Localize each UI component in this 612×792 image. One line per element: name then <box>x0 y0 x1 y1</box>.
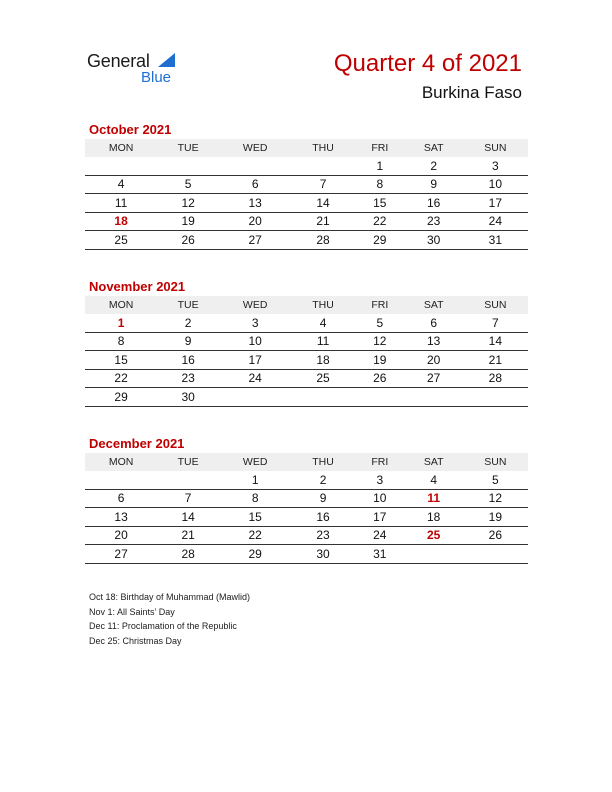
month-calendar-table <box>85 296 528 407</box>
week-row <box>85 231 528 250</box>
weekday-header: MON <box>85 453 157 471</box>
day-cell: 22 <box>85 369 157 388</box>
empty-day-cell <box>219 388 291 407</box>
day-cell: 14 <box>463 332 528 351</box>
day-cell: 1 <box>219 471 291 489</box>
holiday-note: Nov 1: All Saints’ Day <box>89 606 175 617</box>
weekday-header: THU <box>291 453 355 471</box>
weekday-header: TUE <box>157 139 219 157</box>
weekday-header: SUN <box>463 139 528 157</box>
day-cell: 28 <box>157 545 219 564</box>
day-cell: 24 <box>219 369 291 388</box>
logo-blue-text: Blue <box>141 69 172 86</box>
holiday-day-cell: 18 <box>85 212 157 231</box>
week-row <box>85 194 528 213</box>
day-cell: 26 <box>157 231 219 250</box>
week-row <box>85 332 528 351</box>
empty-day-cell <box>85 471 157 489</box>
day-cell: 8 <box>355 175 405 194</box>
day-cell: 19 <box>157 212 219 231</box>
day-cell: 29 <box>355 231 405 250</box>
week-row <box>85 508 528 527</box>
holiday-note: Dec 11: Proclamation of the Republic <box>89 621 237 631</box>
month-october <box>85 121 528 250</box>
day-cell: 19 <box>355 351 405 370</box>
day-cell: 31 <box>355 545 405 564</box>
day-cell: 10 <box>463 175 528 194</box>
day-cell: 16 <box>291 508 355 527</box>
month-title: November 2021 <box>89 279 186 294</box>
day-cell: 5 <box>157 175 219 194</box>
day-cell: 16 <box>405 194 463 213</box>
day-cell: 30 <box>291 545 355 564</box>
holiday-day-cell: 1 <box>85 314 157 332</box>
day-cell: 6 <box>405 314 463 332</box>
weekday-header: FRI <box>355 139 405 157</box>
day-cell: 4 <box>291 314 355 332</box>
day-cell: 8 <box>85 332 157 351</box>
week-row <box>85 212 528 231</box>
day-cell: 12 <box>463 489 528 508</box>
day-cell: 17 <box>355 508 405 527</box>
month-calendar-table <box>85 139 528 250</box>
day-cell: 8 <box>219 489 291 508</box>
week-row <box>85 545 528 564</box>
weekday-header: MON <box>85 296 157 314</box>
day-cell: 3 <box>355 471 405 489</box>
week-row <box>85 388 528 407</box>
empty-day-cell <box>405 545 463 564</box>
holiday-day-cell: 25 <box>405 526 463 545</box>
day-cell: 7 <box>291 175 355 194</box>
day-cell: 16 <box>157 351 219 370</box>
day-cell: 15 <box>219 508 291 527</box>
day-cell: 13 <box>85 508 157 527</box>
page-title: Quarter 4 of 2021 <box>333 50 522 77</box>
week-row <box>85 157 528 175</box>
day-cell: 28 <box>291 231 355 250</box>
day-cell: 27 <box>85 545 157 564</box>
day-cell: 10 <box>219 332 291 351</box>
day-cell: 11 <box>85 194 157 213</box>
day-cell: 20 <box>405 351 463 370</box>
week-row <box>85 471 528 489</box>
week-row <box>85 175 528 194</box>
day-cell: 23 <box>157 369 219 388</box>
empty-day-cell <box>463 388 528 407</box>
empty-day-cell <box>291 388 355 407</box>
weekday-header: TUE <box>157 453 219 471</box>
day-cell: 12 <box>157 194 219 213</box>
holiday-note: Oct 18: Birthday of Muhammad (Mawlid) <box>89 592 251 602</box>
month-december <box>85 435 528 564</box>
empty-day-cell <box>219 157 291 175</box>
week-row <box>85 489 528 508</box>
month-november <box>85 278 528 407</box>
day-cell: 30 <box>157 388 219 407</box>
day-cell: 21 <box>291 212 355 231</box>
week-row <box>85 314 528 332</box>
day-cell: 15 <box>355 194 405 213</box>
month-title: December 2021 <box>89 436 185 451</box>
day-cell: 13 <box>219 194 291 213</box>
day-cell: 9 <box>405 175 463 194</box>
day-cell: 25 <box>85 231 157 250</box>
empty-day-cell <box>405 388 463 407</box>
day-cell: 6 <box>219 175 291 194</box>
weekday-header: MON <box>85 139 157 157</box>
day-cell: 14 <box>291 194 355 213</box>
weekday-header: SUN <box>463 296 528 314</box>
holiday-notes <box>89 590 250 648</box>
day-cell: 20 <box>219 212 291 231</box>
day-cell: 26 <box>355 369 405 388</box>
day-cell: 17 <box>219 351 291 370</box>
day-cell: 27 <box>405 369 463 388</box>
day-cell: 19 <box>463 508 528 527</box>
day-cell: 27 <box>219 231 291 250</box>
day-cell: 4 <box>405 471 463 489</box>
day-cell: 23 <box>405 212 463 231</box>
empty-day-cell <box>463 545 528 564</box>
weekday-header: SAT <box>405 453 463 471</box>
month-title: October 2021 <box>89 122 172 137</box>
empty-day-cell <box>85 157 157 175</box>
holiday-day-cell: 11 <box>405 489 463 508</box>
day-cell: 31 <box>463 231 528 250</box>
weekday-header: WED <box>219 139 291 157</box>
day-cell: 23 <box>291 526 355 545</box>
day-cell: 14 <box>157 508 219 527</box>
day-cell: 17 <box>463 194 528 213</box>
weekday-header: THU <box>291 139 355 157</box>
day-cell: 22 <box>219 526 291 545</box>
day-cell: 7 <box>157 489 219 508</box>
day-cell: 7 <box>463 314 528 332</box>
day-cell: 13 <box>405 332 463 351</box>
day-cell: 4 <box>85 175 157 194</box>
week-row <box>85 369 528 388</box>
week-row <box>85 351 528 370</box>
weekday-header: FRI <box>355 453 405 471</box>
holiday-note: Dec 25: Christmas Day <box>89 635 182 646</box>
empty-day-cell <box>355 388 405 407</box>
day-cell: 9 <box>157 332 219 351</box>
day-cell: 9 <box>291 489 355 508</box>
week-row <box>85 526 528 545</box>
day-cell: 5 <box>355 314 405 332</box>
country-name: Burkina Faso <box>421 83 522 102</box>
day-cell: 1 <box>355 157 405 175</box>
weekday-header: FRI <box>355 296 405 314</box>
day-cell: 24 <box>355 526 405 545</box>
day-cell: 5 <box>463 471 528 489</box>
day-cell: 22 <box>355 212 405 231</box>
day-cell: 12 <box>355 332 405 351</box>
day-cell: 29 <box>85 388 157 407</box>
day-cell: 10 <box>355 489 405 508</box>
day-cell: 25 <box>291 369 355 388</box>
day-cell: 3 <box>463 157 528 175</box>
day-cell: 6 <box>85 489 157 508</box>
day-cell: 15 <box>85 351 157 370</box>
day-cell: 30 <box>405 231 463 250</box>
weekday-header: WED <box>219 296 291 314</box>
empty-day-cell <box>157 471 219 489</box>
day-cell: 29 <box>219 545 291 564</box>
day-cell: 26 <box>463 526 528 545</box>
weekday-header: SAT <box>405 139 463 157</box>
weekday-header: THU <box>291 296 355 314</box>
weekday-header: SUN <box>463 453 528 471</box>
logo-flag-icon <box>158 53 175 67</box>
day-cell: 11 <box>291 332 355 351</box>
empty-day-cell <box>157 157 219 175</box>
day-cell: 2 <box>405 157 463 175</box>
day-cell: 18 <box>291 351 355 370</box>
logo-general-text: General <box>87 51 150 71</box>
month-calendar-table <box>85 453 528 564</box>
day-cell: 2 <box>157 314 219 332</box>
day-cell: 3 <box>219 314 291 332</box>
day-cell: 28 <box>463 369 528 388</box>
day-cell: 21 <box>157 526 219 545</box>
logo <box>87 51 172 86</box>
weekday-header: TUE <box>157 296 219 314</box>
weekday-header: SAT <box>405 296 463 314</box>
empty-day-cell <box>291 157 355 175</box>
day-cell: 24 <box>463 212 528 231</box>
weekday-header: WED <box>219 453 291 471</box>
day-cell: 18 <box>405 508 463 527</box>
day-cell: 20 <box>85 526 157 545</box>
day-cell: 21 <box>463 351 528 370</box>
day-cell: 2 <box>291 471 355 489</box>
